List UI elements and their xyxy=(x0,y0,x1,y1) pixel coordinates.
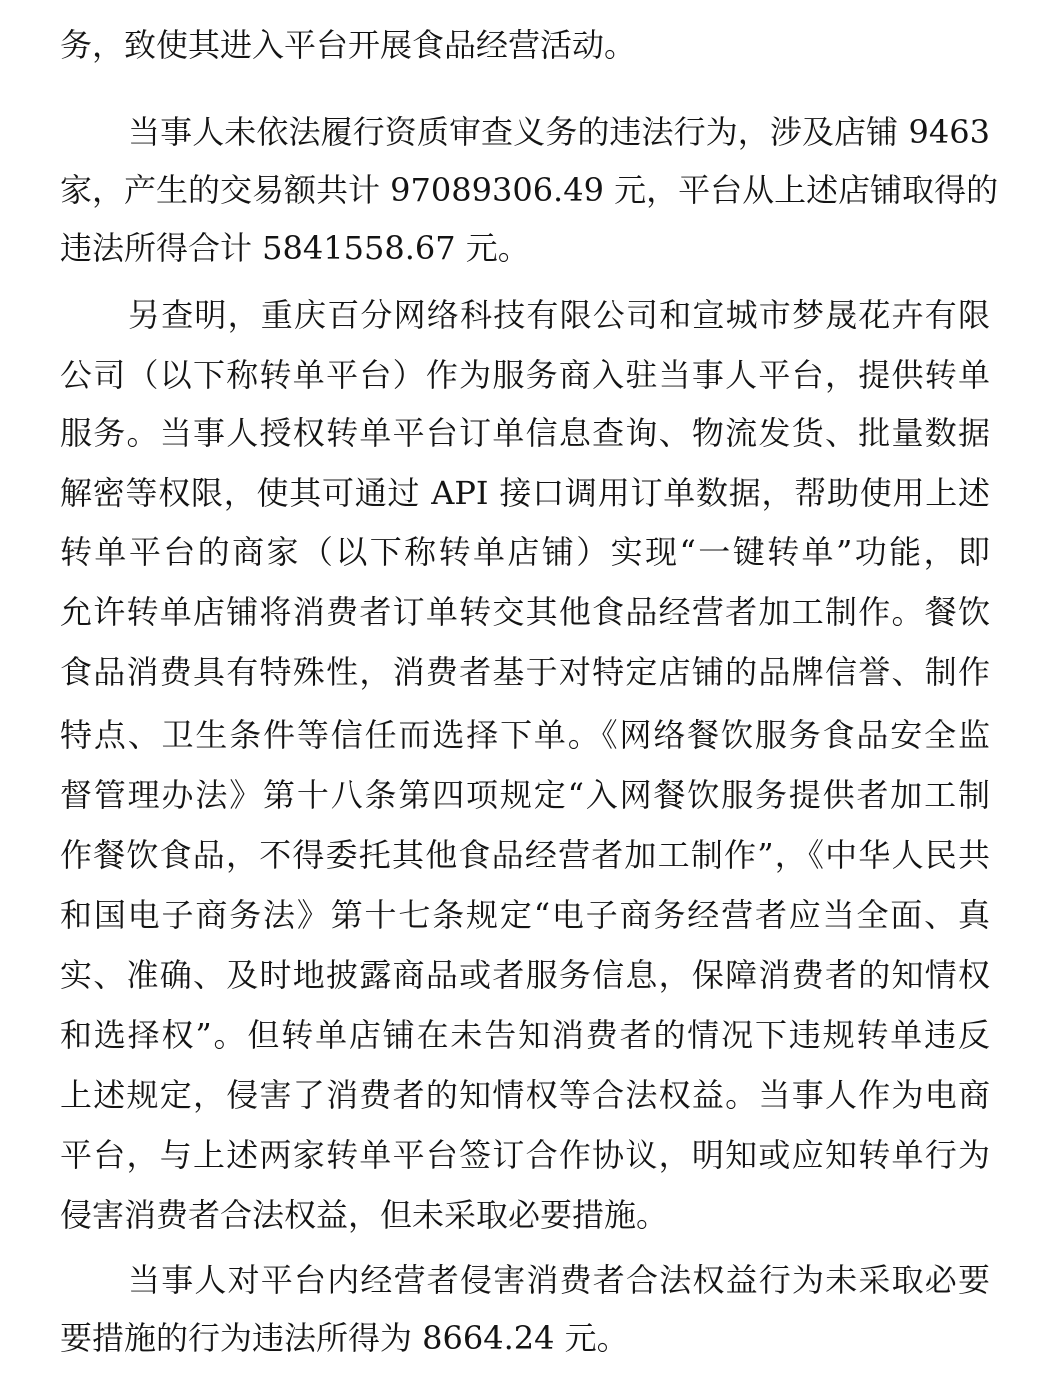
text-line: 上述规定，侵害了消费者的知情权等合法权益。当事人作为电商 xyxy=(60,1076,990,1114)
text-line: 要措施的行为违法所得为 8664.24 元。 xyxy=(60,1319,629,1357)
text-line: 违法所得合计 5841558.67 元。 xyxy=(60,229,530,267)
text-line: 平台，与上述两家转单平台签订合作协议，明知或应知转单行为 xyxy=(60,1136,990,1174)
paragraph-start-line: 当事人未依法履行资质审查义务的违法行为，涉及店铺 9463 xyxy=(128,113,990,151)
text-line: 实、准确、及时地披露商品或者服务信息，保障消费者的知情权 xyxy=(60,956,990,994)
text-line: 家，产生的交易额共计 97089306.49 元，平台从上述店铺取得的 xyxy=(60,171,999,209)
text-line: 和国电子商务法》第十七条规定“电子商务经营者应当全面、真 xyxy=(60,896,990,934)
paragraph-start-line: 当事人对平台内经营者侵害消费者合法权益行为未采取必要 xyxy=(128,1261,990,1299)
text-line: 督管理办法》第十八条第四项规定“入网餐饮服务提供者加工制 xyxy=(60,776,990,814)
text-line: 侵害消费者合法权益，但未采取必要措施。 xyxy=(60,1196,669,1234)
text-line: 服务。当事人授权转单平台订单信息查询、物流发货、批量数据 xyxy=(60,414,990,452)
text-line: 特点、卫生条件等信任而选择下单。《网络餐饮服务食品安全监 xyxy=(60,716,990,754)
text-line: 转单平台的商家（以下称转单店铺）实现“一键转单”功能，即 xyxy=(60,533,990,571)
text-line: 公司（以下称转单平台）作为服务商入驻当事人平台，提供转单 xyxy=(60,356,990,394)
text-line: 作餐饮食品，不得委托其他食品经营者加工制作”，《中华人民共 xyxy=(60,836,990,874)
text-line: 解密等权限，使其可通过 API 接口调用订单数据，帮助使用上述 xyxy=(60,474,990,512)
paragraph-start-line: 另查明，重庆百分网络科技有限公司和宣城市梦晟花卉有限 xyxy=(128,296,990,334)
text-line: 和选择权”。但转单店铺在未告知消费者的情况下违规转单违反 xyxy=(60,1016,990,1054)
text-line: 允许转单店铺将消费者订单转交其他食品经营者加工制作。餐饮 xyxy=(60,593,990,631)
text-line: 食品消费具有特殊性，消费者基于对特定店铺的品牌信誉、制作 xyxy=(60,653,990,691)
text-line: 务，致使其进入平台开展食品经营活动。 xyxy=(60,26,637,64)
